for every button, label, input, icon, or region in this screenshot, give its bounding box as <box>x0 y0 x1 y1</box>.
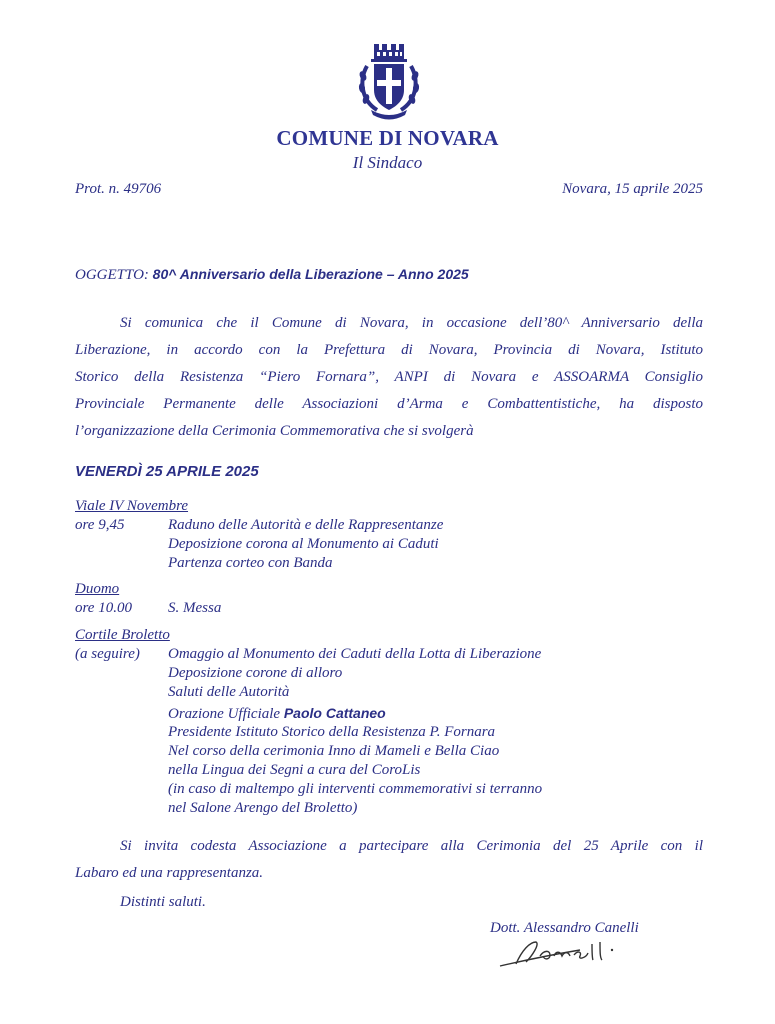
intro-line: l’organizzazione della Cerimonia Commemorativa che si svolgerà <box>75 423 474 439</box>
program-item: Presidente Istituto Storico della Resistenza P. Fornara <box>168 724 496 740</box>
program-time-viale: ore 9,45 <box>75 517 125 533</box>
program-item: Partenza corteo con Banda <box>168 555 333 571</box>
protocol-number: Prot. n. 49706 <box>75 181 162 197</box>
signatory-name: Dott. Alessandro Canelli <box>490 920 639 936</box>
program-item: Deposizione corone di alloro <box>168 665 343 681</box>
program-time-duomo: ore 10.00 <box>75 600 132 616</box>
greeting: Distinti saluti. <box>120 894 206 910</box>
program-place-duomo: Duomo <box>75 581 120 597</box>
organization-role: Il Sindaco <box>352 153 423 172</box>
intro-line: Si comunica che il Comune di Novara, in occasione dell’80^ Anniversario della <box>120 315 703 331</box>
orator-name: Paolo Cattaneo <box>283 705 386 721</box>
program-item: nel Salone Arengo del Broletto) <box>168 800 358 816</box>
program-item: Deposizione corona al Monumento ai Caduti <box>168 536 439 552</box>
place-date: Novara, 15 aprile 2025 <box>562 181 703 197</box>
intro-line: Storico della Resistenza “Piero Fornara”, ANPI di Novara e ASSOARMA Consiglio <box>75 369 703 385</box>
organization-name: COMUNE DI NOVARA <box>276 126 499 150</box>
program-place-viale: Viale IV Novembre <box>75 498 189 514</box>
program-item: Raduno delle Autorità e delle Rappresentanze <box>168 517 444 533</box>
event-date-heading: VENERDÌ 25 APRILE 2025 <box>75 463 259 480</box>
subject-label: OGGETTO: <box>75 267 149 283</box>
subject-text: 80^ Anniversario della Liberazione – Anno 2025 <box>152 266 469 282</box>
intro-line: Liberazione, in accordo con la Prefettura di Novara, Provincia di Novara, Istituto <box>75 342 703 358</box>
program-item: Omaggio al Monumento dei Caduti della Lotta di Liberazione <box>168 646 542 662</box>
program-time-broletto: (a seguire) <box>75 646 140 662</box>
intro-paragraph <box>75 310 703 445</box>
program-item: S. Messa <box>168 600 222 616</box>
oration-label: Orazione Ufficiale <box>168 706 284 722</box>
handwritten-signature <box>496 936 636 972</box>
program-place-broletto: Cortile Broletto <box>75 627 170 643</box>
subject-line <box>75 266 469 284</box>
novara-coat-of-arms-icon <box>357 40 421 120</box>
program-item: Saluti delle Autorità <box>168 684 290 700</box>
closing-line: Si invita codesta Associazione a partecipare alla Cerimonia del 25 Aprile con il <box>120 838 703 854</box>
program-item: Nel corso della cerimonia Inno di Mameli e Bella Ciao <box>168 743 500 759</box>
program-item: (in caso di maltempo gli interventi commemorativi si terranno <box>168 781 543 797</box>
official-oration <box>168 705 386 723</box>
closing-line: Labaro ed una rappresentanza. <box>75 865 264 881</box>
program-item: nella Lingua dei Segni a cura del CoroLis <box>168 762 421 778</box>
intro-line: Provinciale Permanente delle Associazioni d’Arma e Combattentistiche, ha disposto <box>75 396 703 412</box>
closing-paragraph <box>75 833 703 887</box>
